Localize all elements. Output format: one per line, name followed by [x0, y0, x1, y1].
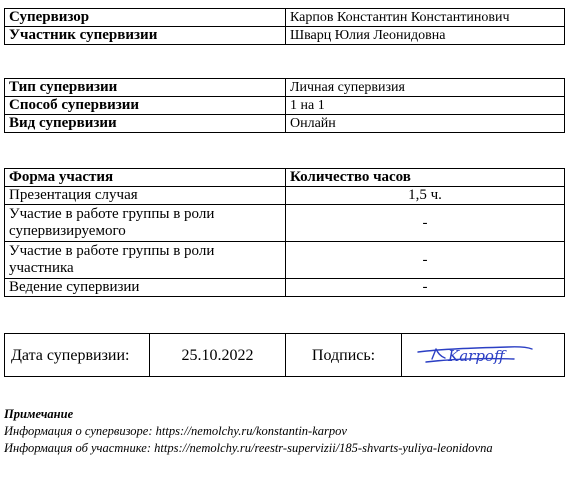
table-row: [5, 334, 565, 377]
header-form: Форма участия: [5, 169, 286, 187]
type-label: Тип супервизии: [5, 79, 286, 97]
hours-cell: -: [286, 279, 565, 297]
table-row: [5, 242, 565, 279]
header-hours: Количество часов: [286, 169, 565, 187]
hours-cell: -: [286, 242, 565, 279]
supervisor-label: Супервизор: [5, 9, 286, 27]
table-row: [5, 115, 565, 133]
table-row: [5, 187, 565, 205]
participant-info: Информация об участнике: https://nemolchy.ru/reestr-supervizii/185-shvarts-yuliya-leonidovna: [4, 441, 493, 455]
participation-table: [4, 168, 565, 297]
table-header-row: [5, 169, 565, 187]
type-value: Личная супервизия: [286, 79, 565, 97]
form-cell: Участие в работе группы в роли участника: [5, 242, 286, 279]
form-cell: Презентация случая: [5, 187, 286, 205]
table-row: [5, 79, 565, 97]
table-row: [5, 27, 565, 45]
supervisor-info: Информация о супервизоре: https://nemolchy.ru/konstantin-karpov: [4, 424, 347, 438]
note-title: Примечание: [4, 407, 74, 421]
hours-cell: -: [286, 205, 565, 242]
note-block: [4, 406, 565, 457]
supervision-table: [4, 78, 565, 133]
signature-cell: [402, 334, 565, 377]
signature-text: Karpoff: [448, 347, 505, 365]
signature-table: [4, 333, 565, 377]
table-row: [5, 279, 565, 297]
table-row: [5, 97, 565, 115]
date-label: Дата супервизии:: [5, 334, 150, 377]
table-row: [5, 205, 565, 242]
participants-table: [4, 8, 565, 45]
signature-label: Подпись:: [286, 334, 402, 377]
participant-value: Шварц Юлия Леонидовна: [286, 27, 565, 45]
kind-label: Вид супервизии: [5, 115, 286, 133]
date-value: 25.10.2022: [150, 334, 286, 377]
kind-value: Онлайн: [286, 115, 565, 133]
method-label: Способ супервизии: [5, 97, 286, 115]
hours-cell: 1,5 ч.: [286, 187, 565, 205]
table-row: [5, 9, 565, 27]
form-cell: Ведение супервизии: [5, 279, 286, 297]
signature-image: [402, 334, 566, 376]
supervisor-value: Карпов Константин Константинович: [286, 9, 565, 27]
method-value: 1 на 1: [286, 97, 565, 115]
form-cell: Участие в работе группы в роли супервизируемого: [5, 205, 286, 242]
participant-label: Участник супервизии: [5, 27, 286, 45]
